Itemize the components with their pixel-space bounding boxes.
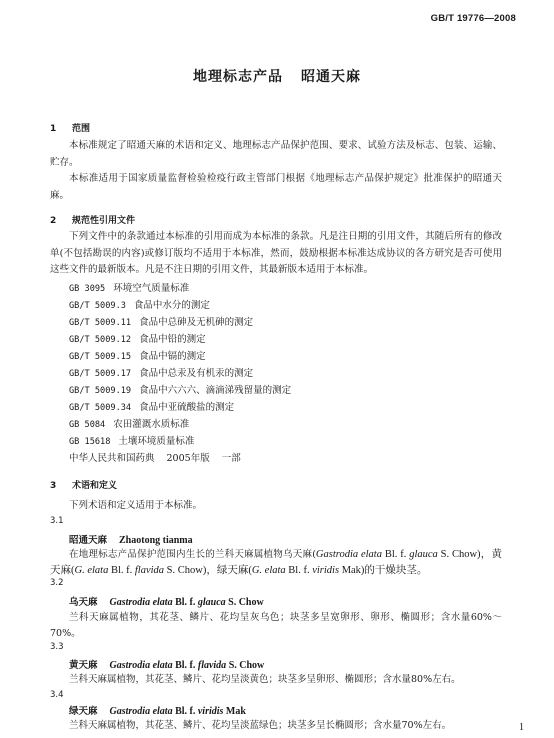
title-part-1: 地理标志产品 xyxy=(193,69,283,85)
reference-item: GB/T 5009.11 食品中总砷及无机砷的测定 xyxy=(69,317,254,328)
term-number: 3.1 xyxy=(50,516,64,526)
reference-item: GB/T 5009.12 食品中铅的测定 xyxy=(69,334,206,345)
section-1-para-2: 本标准适用于国家质量监督检验检疫行政主管部门根据《地理标志产品保护规定》批准保护的昭通天麻。 xyxy=(50,173,502,201)
title-part-2: 昭通天麻 xyxy=(301,69,361,85)
section-1-para-1: 本标准规定了昭通天麻的术语和定义、地理标志产品保护范围、要求、试验方法及标志、包装、运输、贮存。 xyxy=(50,140,502,168)
reference-item: GB/T 5009.15 食品中镉的测定 xyxy=(69,351,206,362)
term-definition: 在地理标志产品保护范围内生长的兰科天麻属植物乌天麻(Gastrodia elata Bl. f. glauca S. Chow)，黄天麻(G. elata Bl. f. flavida S. Chow)，绿天麻(G. elata Bl. f. viridis Mak)的干燥块茎。 xyxy=(50,549,502,576)
term-definition: 兰科天麻属植物，其花茎、鳞片、花均呈淡黄色；块茎多呈卵形、椭圆形；含水量80%左右。 xyxy=(69,674,461,685)
reference-item: GB/T 5009.17 食品中总汞及有机汞的测定 xyxy=(69,368,254,379)
section-1-heading: 1 范围 xyxy=(50,124,91,134)
reference-pharmacopoeia: 中华人民共和国药典 2005年版 一部 xyxy=(69,453,241,464)
reference-item: GB 15618 土壤环境质量标准 xyxy=(69,436,195,447)
term-heading: 昭通天麻 Zhaotong tianma xyxy=(69,535,193,546)
term-heading: 绿天麻 Gastrodia elata Bl. f. viridis Mak xyxy=(69,706,246,717)
reference-item: GB/T 5009.3 食品中水分的测定 xyxy=(69,300,210,311)
page-title xyxy=(0,66,554,86)
reference-item: GB 3095 环境空气质量标准 xyxy=(69,283,190,294)
section-3-heading: 3 术语和定义 xyxy=(50,481,118,491)
standard-code: GB/T 19776—2008 xyxy=(430,13,516,24)
term-definition: 兰科天麻属植物，其花茎、鳞片、花均呈淡蓝绿色；块茎多呈长椭圆形；含水量70%左右。 xyxy=(69,720,452,731)
reference-item: GB 5084 农田灌溉水质标准 xyxy=(69,419,190,430)
term-number: 3.2 xyxy=(50,578,64,588)
term-number: 3.3 xyxy=(50,642,64,652)
reference-item: GB/T 5009.19 食品中六六六、滴滴涕残留量的测定 xyxy=(69,385,292,396)
term-definition: 兰科天麻属植物，其花茎、鳞片、花均呈灰乌色；块茎多呈宽卵形、卵形、椭圆形；含水量60%～70%。 xyxy=(50,612,502,639)
term-heading: 乌天麻 Gastrodia elata Bl. f. glauca S. Chow xyxy=(69,597,264,608)
term-number: 3.4 xyxy=(50,690,64,700)
section-3-intro: 下列术语和定义适用于本标准。 xyxy=(69,500,203,511)
page-number: 1 xyxy=(519,722,524,733)
term-heading: 黄天麻 Gastrodia elata Bl. f. flavida S. Chow xyxy=(69,660,265,671)
section-2-para: 下列文件中的条款通过本标准的引用而成为本标准的条款。凡是注日期的引用文件，其随后所有的修改单(不包括勘误的内容)或修订版均不适用于本标准，然而，鼓励根据本标准达成协议的各方研究是否可使用这些文件的最新版本。凡是不注日期的引用文件，其最新版本适用于本标准。 xyxy=(50,231,502,275)
section-2-heading: 2 规范性引用文件 xyxy=(50,216,136,226)
reference-item: GB/T 5009.34 食品中亚硫酸盐的测定 xyxy=(69,402,235,413)
